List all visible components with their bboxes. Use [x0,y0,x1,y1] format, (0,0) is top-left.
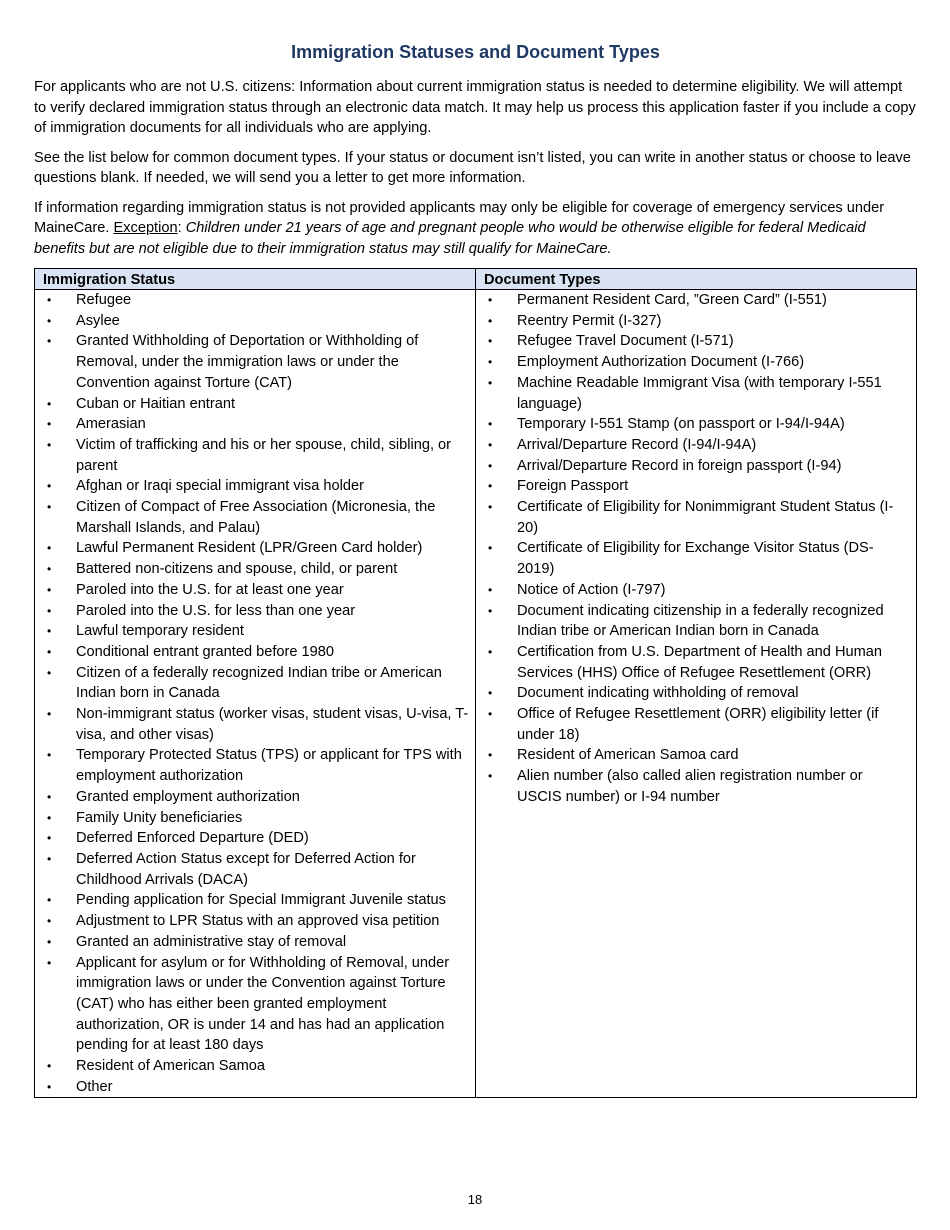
status-list-item-text: Other [76,1078,113,1095]
exception-paragraph-text: If information regarding immigration status is not provided applicants may only be eligible for coverage of emergency services under MaineCare. [34,199,885,236]
document-list-item [476,704,910,745]
document-list-item [476,642,910,683]
bullet-icon: • [488,417,493,432]
bullet-icon: • [47,313,52,328]
status-list-item-text: Amerasian [76,416,146,433]
status-list-item [35,311,469,332]
status-list-item [35,621,469,642]
status-list-item-text: Granted an administrative stay of removal [76,933,347,950]
document-list-item [476,331,910,352]
document-list-item [476,601,910,642]
page-title: Immigration Statuses and Document Types [291,42,660,62]
status-list-item [35,828,469,849]
bullet-icon: • [47,562,52,577]
bullet-icon: • [488,686,493,701]
bullet-icon: • [47,334,52,349]
status-list-item-text: Adjustment to LPR Status with an approved visa petition [76,913,440,930]
document-list-item [476,683,910,704]
document-list-item-text: Refugee Travel Document (I-571) [517,333,734,350]
document-list-item [476,538,910,579]
document-list-item [476,580,910,601]
bullet-icon: • [488,375,493,390]
document-list-item-text: Arrival/Departure Record (I-94/I-94A) [517,436,757,453]
bullet-icon: • [488,313,493,328]
exception-detail: Children under 21 years of age and pregnant people who would be otherwise eligible for federal Medicaid benefits but are not eligible due to their immigration status may still qualify for MaineCare. [34,220,866,257]
bullet-icon: • [47,955,52,970]
status-list-item-text: Pending application for Special Immigrant Juvenile status [76,892,446,909]
status-list-item-text: Paroled into the U.S. for at least one year [76,581,344,598]
document-types-cell [476,290,917,1098]
status-list-item-text: Citizen of Compact of Free Association (Micronesia, the Marshall Islands, and Palau) [76,499,436,536]
status-list-item-text: Resident of American Samoa [76,1058,266,1075]
status-list-item [35,787,469,808]
col-header-document-types: Document Types [476,269,917,290]
status-list-item-text: Granted Withholding of Deportation or Withholding of Removal, under the immigration laws or under the Convention against Torture (CAT) [76,333,419,391]
document-list-item-text: Reentry Permit (I-327) [517,312,662,329]
document-page [34,40,917,1098]
status-list-item [35,580,469,601]
bullet-icon: • [488,355,493,370]
bullet-icon: • [488,748,493,763]
status-list-item [35,290,469,311]
status-list-item [35,538,469,559]
status-list-item [35,1077,469,1098]
document-list-item [476,435,910,456]
document-list-item [476,311,910,332]
bullet-icon: • [488,541,493,556]
document-list-item-text: Certification from U.S. Department of Health and Human Services (HHS) Office of Refugee Resettlement (ORR) [517,643,883,681]
status-list-item-text: Lawful temporary resident [76,623,244,640]
document-list-item-text: Permanent Resident Card, ”Green Card” (I-551) [517,292,827,308]
status-list-item [35,704,469,745]
status-list-item-text: Battered non-citizens and spouse, child, or parent [76,561,398,578]
status-list-item [35,394,469,415]
document-list-item [476,352,910,373]
bullet-icon: • [47,810,52,825]
bullet-icon: • [488,293,493,307]
status-list-item-text: Paroled into the U.S. for less than one year [76,602,356,619]
bullet-icon: • [47,1059,52,1074]
bullet-icon: • [488,707,493,722]
bullet-icon: • [47,1079,52,1094]
document-list-item-text: Resident of American Samoa card [517,747,739,764]
status-list-item-text: Victim of trafficking and his or her spouse, child, sibling, or parent [76,436,452,474]
document-list-item [476,766,910,807]
status-list-item-text: Afghan or Iraqi special immigrant visa holder [76,478,364,495]
status-list-item-text: Asylee [76,312,120,329]
status-list-item-text: Refugee [76,292,132,308]
status-list-item-text: Applicant for asylum or for Withholding of Removal, under immigration laws or under the Convention against Torture (CAT) who has either been granted employment authorization, OR is under 14 and has had an application pending for at least 180 days [76,954,450,1054]
bullet-icon: • [488,479,493,494]
bullet-icon: • [47,914,52,929]
document-list-item-text: Certificate of Eligibility for Exchange Visitor Status (DS-2019) [517,540,874,578]
bullet-icon: • [47,748,52,763]
document-list-item-text: Document indicating citizenship in a federally recognized Indian tribe or American Indian born in Canada [517,602,884,640]
document-list-item-text: Foreign Passport [517,478,629,495]
status-list-item [35,932,469,953]
status-list-item [35,601,469,622]
bullet-icon: • [47,789,52,804]
bullet-icon: • [488,500,493,515]
status-list-item-text: Cuban or Haitian entrant [76,395,236,412]
document-list-item-text: Alien number (also called alien registration number or USCIS number) or I-94 number [517,768,863,805]
document-list-item [476,373,910,414]
status-document-table [34,268,917,1098]
bullet-icon: • [488,603,493,618]
bullet-icon: • [47,644,52,659]
bullet-icon: • [47,603,52,618]
exception-label: Exception [113,220,178,236]
status-list-item [35,745,469,786]
bullet-icon: • [488,769,493,784]
document-types-list [476,290,910,808]
document-list-item [476,414,910,435]
document-list-item [476,290,910,311]
bullet-icon: • [488,582,493,597]
document-list-item [476,497,910,538]
status-list-item-text: Conditional entrant granted before 1980 [76,643,335,660]
immigration-status-list [35,290,469,1097]
exception-paragraph [34,198,917,260]
bullet-icon: • [488,334,493,349]
bullet-icon: • [47,665,52,680]
bullet-icon: • [47,934,52,949]
status-list-item [35,849,469,890]
status-list-item [35,642,469,663]
status-list-item [35,497,469,538]
document-list-item [476,745,910,766]
status-list-item [35,476,469,497]
bullet-icon: • [47,293,52,307]
document-list-item-text: Arrival/Departure Record in foreign passport (I-94) [517,457,842,474]
document-list-item [476,476,910,497]
document-list-item-text: Certificate of Eligibility for Nonimmigrant Student Status (I-20) [517,499,894,536]
bullet-icon: • [47,893,52,908]
bullet-icon: • [47,437,52,452]
instructions-paragraph: See the list below for common document types. If your status or document isn’t listed, you can write in another status or choose to leave questions blank. If needed, we will send you a letter to get more information. [34,149,911,186]
status-list-item-text: Temporary Protected Status (TPS) or applicant for TPS with employment authorization [76,747,462,785]
immigration-status-cell [35,290,476,1098]
page-number: 18 [467,1192,483,1207]
intro-paragraph: For applicants who are not U.S. citizens: Information about current immigration status is needed to determine eligibility. We will attempt to verify declared immigration status through an electronic data match. It may help us process this application faster if you include a copy of immigration documents for all individuals who are applying. [34,79,916,136]
bullet-icon: • [488,437,493,452]
bullet-icon: • [47,500,52,515]
status-list-item [35,890,469,911]
status-list-item-text: Deferred Enforced Departure (DED) [76,830,309,847]
col-header-immigration-status: Immigration Status [35,269,476,290]
document-list-item-text: Office of Refugee Resettlement (ORR) eligibility letter (if under 18) [517,706,879,743]
status-list-item [35,1056,469,1077]
bullet-icon: • [47,851,52,866]
status-list-item [35,435,469,476]
status-list-item [35,953,469,1057]
bullet-icon: • [47,396,52,411]
bullet-icon: • [47,707,52,722]
bullet-icon: • [47,417,52,432]
status-list-item-text: Non-immigrant status (worker visas, student visas, U-visa, T-visa, and other visas) [76,706,469,743]
document-list-item-text: Machine Readable Immigrant Visa (with temporary I-551 language) [517,374,882,412]
status-list-item-text: Deferred Action Status except for Deferred Action for Childhood Arrivals (DACA) [76,850,416,888]
status-list-item-text: Granted employment authorization [76,788,300,805]
status-list-item [35,911,469,932]
document-list-item-text: Document indicating withholding of removal [517,685,799,702]
exception-colon: : [177,220,186,236]
status-list-item-text: Lawful Permanent Resident (LPR/Green Card holder) [76,540,423,557]
bullet-icon: • [47,541,52,556]
bullet-icon: • [47,582,52,597]
status-list-item [35,808,469,829]
bullet-icon: • [488,644,493,659]
document-list-item-text: Temporary I-551 Stamp (on passport or I-94/I-94A) [517,416,845,433]
bullet-icon: • [47,831,52,846]
status-list-item [35,414,469,435]
document-list-item-text: Employment Authorization Document (I-766) [517,354,805,371]
status-list-item [35,559,469,580]
bullet-icon: • [47,479,52,494]
document-list-item [476,456,910,477]
status-list-item-text: Citizen of a federally recognized Indian tribe or American Indian born in Canada [76,664,442,702]
status-list-item [35,331,469,393]
document-list-item-text: Notice of Action (I-797) [517,581,666,598]
bullet-icon: • [47,624,52,639]
status-list-item-text: Family Unity beneficiaries [76,809,243,826]
status-list-item [35,663,469,704]
bullet-icon: • [488,458,493,473]
